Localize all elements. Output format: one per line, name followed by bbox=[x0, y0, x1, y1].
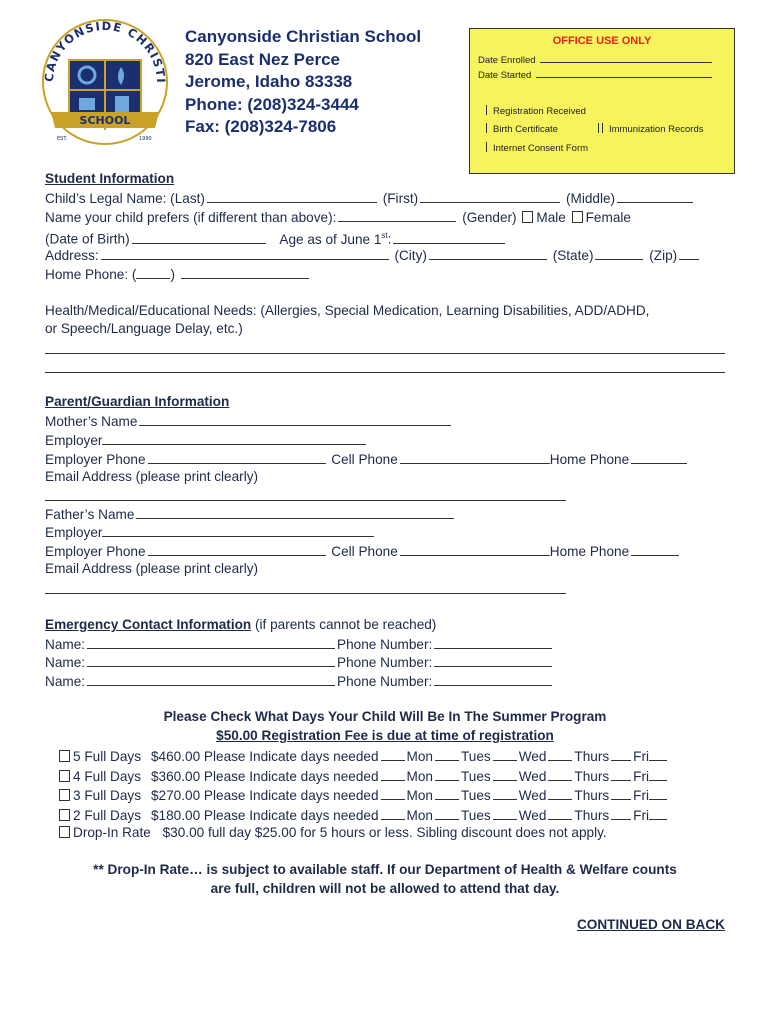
date-enrolled-field[interactable] bbox=[540, 53, 712, 63]
internet-label: Internet Consent Form bbox=[493, 143, 589, 154]
internet-row[interactable] bbox=[486, 142, 588, 154]
logo-est-left: EST. bbox=[57, 136, 68, 142]
registration-row[interactable] bbox=[486, 105, 586, 117]
birth-cert-row[interactable] bbox=[486, 123, 558, 135]
father-employer-phone-field[interactable] bbox=[148, 542, 326, 556]
internet-checkbox[interactable] bbox=[486, 142, 487, 152]
preferred-name-label: Name your child prefers (if different than above): bbox=[45, 210, 337, 225]
dropin-note-1: ** Drop-In Rate… is subject to available staff. If our Department of Health & Welfare counts bbox=[93, 862, 677, 877]
continued-on-back: CONTINUED ON BACK bbox=[576, 917, 725, 932]
dropin-row bbox=[57, 824, 607, 842]
mother-home-phone-field[interactable] bbox=[631, 450, 687, 464]
first-name-label: (First) bbox=[382, 191, 419, 206]
father-home-phone-field[interactable] bbox=[631, 542, 679, 556]
area-code-field[interactable] bbox=[136, 265, 170, 279]
immunization-label: Immunization Records bbox=[609, 124, 704, 135]
day-blank-3[interactable] bbox=[548, 747, 572, 761]
preferred-name-field[interactable] bbox=[338, 208, 456, 222]
day-blank-1[interactable] bbox=[435, 747, 459, 761]
fri-blank-tail[interactable] bbox=[649, 786, 667, 800]
emergency-contact-row-3 bbox=[45, 672, 554, 690]
father-phones-row bbox=[45, 542, 681, 560]
address-field[interactable] bbox=[101, 246, 389, 260]
summer-title: Please Check What Days Your Child Will Be In The Summer Program bbox=[163, 709, 607, 724]
emergency-heading: Emergency Contact Information bbox=[45, 617, 252, 632]
option-indicate: Please Indicate days needed bbox=[203, 749, 379, 764]
day-label: Fri bbox=[633, 749, 650, 764]
date-started-label: Date Started bbox=[478, 70, 532, 81]
option-price: $270.00 bbox=[151, 788, 201, 803]
day-label: Tues bbox=[460, 788, 491, 803]
day-blank-0[interactable] bbox=[381, 786, 405, 800]
health-field-2[interactable] bbox=[45, 372, 725, 373]
logo-arc-text: CANYONSIDE CHRISTI bbox=[41, 18, 169, 85]
day-blank-2[interactable] bbox=[493, 747, 517, 761]
mother-employer-phone-field[interactable] bbox=[148, 450, 326, 464]
mother-name-field[interactable] bbox=[139, 412, 451, 426]
dropin-note-2: are full, children will not be allowed to attend that day. bbox=[210, 881, 560, 896]
day-blank-0[interactable] bbox=[381, 767, 405, 781]
day-label: Thurs bbox=[574, 749, 610, 764]
day-blank-3[interactable] bbox=[548, 806, 572, 820]
age-label: Age as of June 1 bbox=[279, 231, 382, 247]
summer-option-row bbox=[57, 786, 669, 804]
home-phone-label: Home Phone: ( bbox=[45, 267, 137, 282]
logo-banner: SCHOOL bbox=[79, 114, 131, 127]
day-blank-4[interactable] bbox=[611, 806, 631, 820]
father-cell-phone-label: Cell Phone bbox=[331, 544, 398, 559]
option-label: 3 Full Days bbox=[73, 788, 141, 803]
emergency-phone-field-1[interactable] bbox=[434, 635, 552, 649]
option-checkbox[interactable] bbox=[59, 750, 70, 762]
fri-blank-tail[interactable] bbox=[649, 747, 667, 761]
health-field-1[interactable] bbox=[45, 353, 725, 354]
legal-name-row bbox=[45, 189, 695, 207]
emergency-phone-field-3[interactable] bbox=[434, 672, 552, 686]
option-label: 4 Full Days bbox=[73, 768, 141, 784]
office-use-box bbox=[469, 28, 735, 174]
option-checkbox[interactable] bbox=[59, 770, 70, 782]
summer-option-row bbox=[57, 767, 669, 785]
fri-blank-tail[interactable] bbox=[649, 806, 667, 820]
day-blank-2[interactable] bbox=[493, 767, 517, 781]
emergency-phone-label-2: Phone Number: bbox=[337, 655, 433, 670]
mother-employer-row bbox=[45, 431, 368, 449]
dob-row bbox=[45, 227, 507, 245]
female-label: Female bbox=[585, 210, 631, 225]
emergency-name-label-3: Name: bbox=[45, 674, 86, 689]
option-label: 5 Full Days bbox=[73, 749, 141, 764]
father-employer-field[interactable] bbox=[102, 523, 374, 537]
day-blank-2[interactable] bbox=[493, 786, 517, 800]
father-cell-phone-field[interactable] bbox=[400, 542, 550, 556]
emergency-heading-row bbox=[45, 616, 436, 634]
zip-label: (Zip) bbox=[649, 248, 678, 263]
day-label: Wed bbox=[518, 749, 547, 764]
school-address-2: Jerome, Idaho 83338 bbox=[185, 72, 353, 91]
option-price: $180.00 bbox=[151, 807, 201, 823]
mother-email-field[interactable] bbox=[45, 500, 566, 501]
day-label: Fri bbox=[633, 768, 650, 784]
day-blank-3[interactable] bbox=[548, 786, 572, 800]
registration-fee: $50.00 Registration Fee is due at time of registration bbox=[216, 728, 554, 743]
home-phone-paren: ) bbox=[170, 267, 175, 282]
day-label: Mon bbox=[406, 807, 433, 823]
day-label: Thurs bbox=[574, 768, 610, 784]
preferred-name-row bbox=[45, 208, 631, 226]
emergency-name-field-1[interactable] bbox=[87, 635, 335, 649]
father-employer-phone-label: Employer Phone bbox=[45, 544, 146, 559]
day-label: Thurs bbox=[574, 807, 610, 823]
emergency-note: (if parents cannot be reached) bbox=[251, 617, 437, 632]
school-name: Canyonside Christian School bbox=[185, 27, 422, 46]
emergency-name-field-3[interactable] bbox=[87, 672, 335, 686]
parent-heading: Parent/Guardian Information bbox=[45, 394, 230, 409]
home-phone-field[interactable] bbox=[181, 265, 309, 279]
registration-label: Registration Received bbox=[493, 106, 586, 117]
option-price: $460.00 bbox=[151, 749, 201, 764]
school-phone: Phone: (208)324-3444 bbox=[185, 94, 359, 114]
father-home-phone-label: Home Phone bbox=[549, 544, 630, 559]
day-label: Fri bbox=[633, 788, 650, 803]
option-price: $360.00 bbox=[151, 768, 201, 784]
day-label: Thurs bbox=[574, 788, 610, 803]
school-address-1: 820 East Nez Perce bbox=[185, 49, 340, 69]
day-blank-4[interactable] bbox=[611, 767, 631, 781]
health-label-1: Health/Medical/Educational Needs: (Allergies, Special Medication, Learning Disabilities, ADD/ADHD, bbox=[45, 303, 650, 318]
zip-field[interactable] bbox=[679, 246, 699, 260]
father-name-label: Father’s Name bbox=[45, 507, 135, 522]
student-heading: Student Information bbox=[45, 171, 175, 186]
option-label: 2 Full Days bbox=[73, 807, 141, 823]
emergency-phone-label-3: Phone Number: bbox=[337, 674, 433, 689]
emergency-contact-row-2 bbox=[45, 653, 554, 671]
day-blank-3[interactable] bbox=[548, 767, 572, 781]
summer-option-row bbox=[57, 806, 669, 824]
dropin-text: $30.00 full day $25.00 for 5 hours or less. Sibling discount does not apply. bbox=[162, 825, 607, 840]
school-header bbox=[185, 26, 421, 139]
day-blank-1[interactable] bbox=[435, 767, 459, 781]
male-checkbox[interactable] bbox=[522, 211, 533, 223]
emergency-name-label-2: Name: bbox=[45, 655, 86, 670]
date-enrolled-row bbox=[478, 53, 714, 66]
day-label: Wed bbox=[518, 768, 547, 784]
office-title: OFFICE USE ONLY bbox=[552, 35, 652, 47]
school-fax: Fax: (208)324-7806 bbox=[185, 117, 337, 136]
address-label: Address: bbox=[45, 248, 99, 263]
fri-blank-tail[interactable] bbox=[649, 767, 667, 781]
gender-label: (Gender) bbox=[462, 210, 517, 225]
emergency-phone-label-1: Phone Number: bbox=[337, 637, 433, 652]
day-label: Tues bbox=[460, 768, 491, 784]
home-phone-row bbox=[45, 265, 311, 283]
emergency-name-label-1: Name: bbox=[45, 637, 86, 652]
day-blank-4[interactable] bbox=[611, 747, 631, 761]
father-name-field[interactable] bbox=[136, 505, 454, 519]
day-label: Wed bbox=[518, 788, 547, 803]
mother-name-row bbox=[45, 412, 453, 430]
day-blank-1[interactable] bbox=[435, 806, 459, 820]
first-name-field[interactable] bbox=[420, 189, 560, 203]
city-label: (City) bbox=[394, 248, 427, 263]
immunization-row[interactable] bbox=[598, 123, 704, 135]
age-field[interactable] bbox=[393, 230, 505, 244]
last-name-field[interactable] bbox=[207, 189, 377, 203]
state-field[interactable] bbox=[595, 246, 643, 260]
legal-name-label: Child’s Legal Name: (Last) bbox=[45, 191, 205, 206]
city-field[interactable] bbox=[429, 246, 547, 260]
birth-cert-checkbox[interactable] bbox=[486, 123, 487, 133]
day-label: Mon bbox=[406, 788, 433, 803]
date-started-field[interactable] bbox=[536, 68, 712, 78]
emergency-phone-field-2[interactable] bbox=[434, 653, 552, 667]
father-employer-label: Employer bbox=[45, 525, 103, 540]
mother-cell-phone-field[interactable] bbox=[400, 450, 550, 464]
mother-employer-field[interactable] bbox=[102, 431, 366, 445]
summer-option-row bbox=[57, 747, 669, 765]
mother-phones-row bbox=[45, 450, 689, 468]
date-started-row bbox=[478, 68, 714, 81]
option-checkbox[interactable] bbox=[59, 789, 70, 801]
option-indicate: Please Indicate days needed bbox=[203, 768, 379, 784]
day-label: Mon bbox=[406, 749, 433, 764]
mother-cell-phone-label: Cell Phone bbox=[331, 452, 398, 467]
mother-name-label: Mother’s Name bbox=[45, 414, 138, 429]
option-checkbox[interactable] bbox=[59, 809, 70, 821]
mother-home-phone-label: Home Phone bbox=[549, 452, 630, 467]
father-name-row bbox=[45, 505, 456, 523]
day-blank-0[interactable] bbox=[381, 806, 405, 820]
day-blank-0[interactable] bbox=[381, 747, 405, 761]
dropin-checkbox[interactable] bbox=[59, 826, 70, 838]
state-label: (State) bbox=[552, 248, 594, 263]
male-label: Male bbox=[536, 210, 566, 225]
birth-cert-label: Birth Certificate bbox=[493, 124, 558, 135]
middle-name-label: (Middle) bbox=[565, 191, 616, 206]
day-blank-4[interactable] bbox=[611, 786, 631, 800]
middle-name-field[interactable] bbox=[617, 189, 693, 203]
female-checkbox[interactable] bbox=[572, 211, 583, 223]
day-label: Wed bbox=[518, 807, 547, 823]
day-label: Tues bbox=[460, 807, 491, 823]
day-blank-1[interactable] bbox=[435, 786, 459, 800]
dob-label: (Date of Birth) bbox=[45, 231, 130, 247]
age-label-sup: st bbox=[381, 231, 388, 240]
emergency-name-field-2[interactable] bbox=[87, 653, 335, 667]
immunization-checkbox-edge bbox=[602, 123, 603, 133]
mother-employer-label: Employer bbox=[45, 433, 103, 448]
father-email-field[interactable] bbox=[45, 593, 566, 594]
mother-email-label: Email Address (please print clearly) bbox=[45, 469, 259, 484]
address-row bbox=[45, 246, 701, 264]
day-label: Fri bbox=[633, 807, 650, 823]
dropin-label: Drop-In Rate bbox=[73, 825, 151, 840]
option-indicate: Please Indicate days needed bbox=[203, 807, 379, 823]
dob-field[interactable] bbox=[132, 230, 266, 244]
father-employer-row bbox=[45, 523, 376, 541]
option-indicate: Please Indicate days needed bbox=[203, 788, 379, 803]
emergency-contact-row-1 bbox=[45, 635, 554, 653]
father-email-label: Email Address (please print clearly) bbox=[45, 561, 259, 576]
logo-est-right: 1990 bbox=[139, 136, 152, 142]
day-label: Mon bbox=[406, 768, 433, 784]
school-logo bbox=[35, 12, 175, 157]
day-label: Tues bbox=[460, 749, 491, 764]
age-label-colon: : bbox=[387, 231, 392, 247]
registration-checkbox[interactable] bbox=[486, 105, 487, 115]
date-enrolled-label: Date Enrolled bbox=[478, 55, 536, 66]
health-label-2: or Speech/Language Delay, etc.) bbox=[45, 321, 243, 336]
immunization-checkbox[interactable] bbox=[598, 123, 599, 133]
day-blank-2[interactable] bbox=[493, 806, 517, 820]
mother-employer-phone-label: Employer Phone bbox=[45, 452, 146, 467]
